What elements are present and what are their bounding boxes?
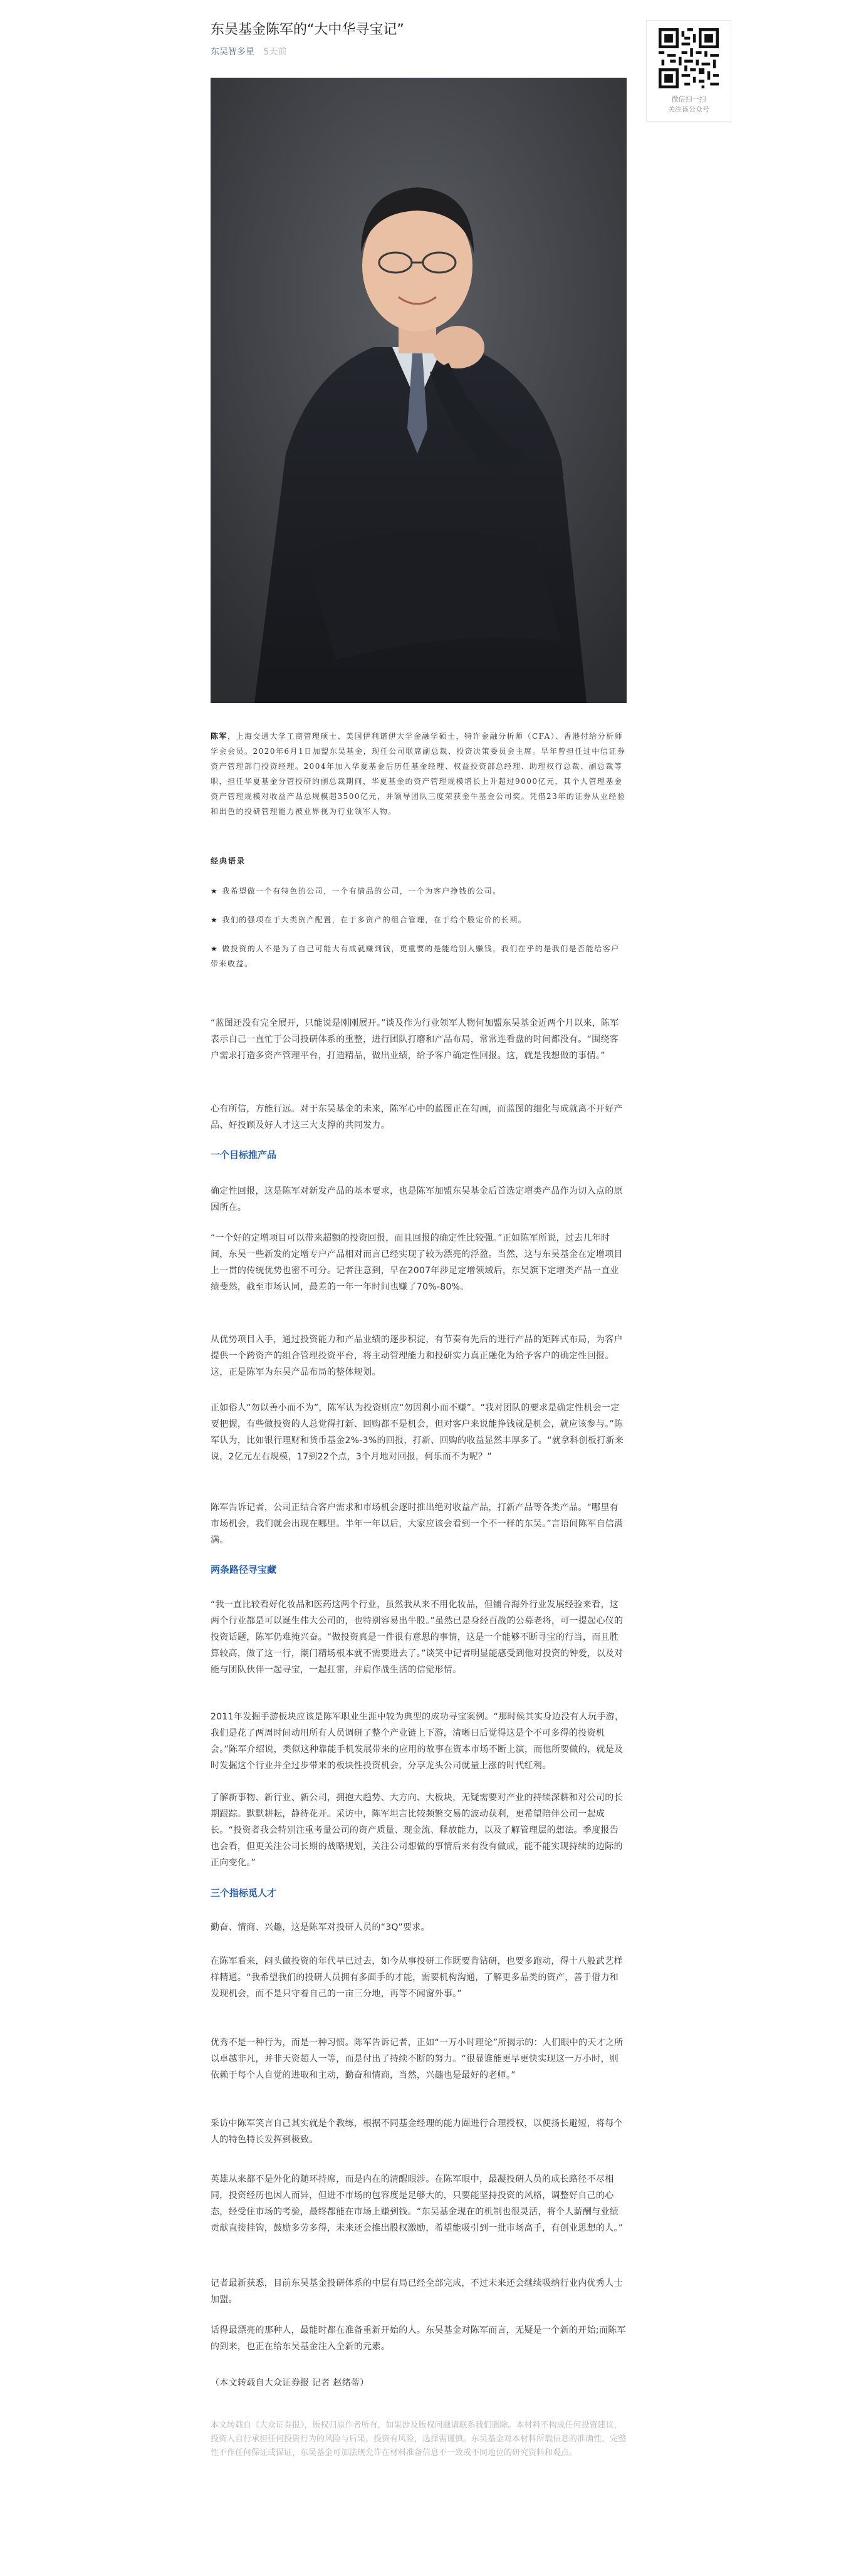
source-credit: （本文转载自大众证券报 记者 赵绪蒂）: [211, 2378, 369, 2388]
paragraph: 了解新事物、新行业、新公司，拥抱大趋势、大方向、大板块，无疑需要对产业的持续深耕和对公司的长期跟踪。默默耕耘，静待花开。采访中，陈军坦言比较频繁交易的波动获利，更希望陪伴公司一起成长。“投资者我会特别注重考量公司的资产质量、现金流、释放能力，以及了解管理层的想法。季度报告也会看，但更关注公司长期的战略规划，关注公司想做的事情后来有没有做成，能不能实现持续的边际的正向变化。”: [211, 1793, 623, 1868]
quote-text: 我希望做一个有特色的公司，一个有情品的公司，一个为客户挣钱的公司。: [222, 887, 501, 895]
paragraph: 心有所信，方能行远。对于东吴基金的未来，陈军心中的蓝图正在勾画，而蓝图的细化与成就离不开好产品、好投顾及好人才这三大支撑的共同发力。: [211, 1104, 623, 1130]
bio-text: ，上海交通大学工商管理硕士、美国伊利诺伊大学金融学硕士，特许金融分析师（CFA）、香港付给分析师学会会员。2020年6月1日加盟东吴基金，现任公司联席副总裁、投资决策委员会主席。早年曾担任过中信证券资产管理部门投资经理。2004年加入华夏基金后历任基金经理、权益投资部总经理、助理权行总裁、副总裁等职，担任华夏基金分管投研的副总裁期间，华夏基金的资产管理规模增长上升超过9000亿元，其个人管理基金资产管理规模对收益产品总规模超3500亿元，并领导团队三度荣获金牛基金公司奖。凭借23年的证券从业经验和出色的投研管理能力被业界视为行业领军人物。: [211, 732, 626, 816]
paragraph: 确定性回报，这是陈军对新发产品的基本要求，也是陈军加盟东吴基金后首选定增类产品作为切入点的原因所在。: [211, 1186, 623, 1212]
paragraph: 优秀不是一种行为，而是一种习惯。陈军告诉记者，正如“一万小时理论”所揭示的：人们眼中的天才之所以卓越非凡，并非天资超人一等，而是付出了持续不断的努力。“很显谁能更早更快实现这一万小时，则依赖于每个人自觉的进取和主动，勤奋和情商，当然，兴趣也是最好的老师。”: [211, 2038, 624, 2080]
paragraph: 在陈军看来，闷头做投资的年代早已过去，如今从事投研工作既要肯钻研，也要多跑动，得十八般武艺样样精通。“我希望我们的投研人员拥有多面手的才能，需要机构沟通，了解更多品类的资产，善于借力和发现机会，而不是只守着自己的一亩三分地，再等不闻窗外事。”: [211, 1956, 623, 1999]
paragraph: 记者最新获悉，目前东吴基金投研体系的中层有局已经全部完成，不过未来还会继续吸纳行业内优秀人士加盟。: [211, 2278, 623, 2305]
qr-caption-line1: 微信扫一扫: [671, 95, 706, 103]
star-icon: ★: [211, 915, 219, 924]
paragraph: 陈军告诉记者，公司正结合客户需求和市场机会逐时推出绝对收益产品，打新产品等各类产品。“哪里有市场机会，我们就会出现在哪里。半年一年以后，大家应该会看到一个不一样的东吴。”言语间陈军自信满满。: [211, 1503, 624, 1545]
section-heading: 一个目标推产品: [211, 1149, 277, 1160]
quote-item: [211, 884, 627, 899]
bio-name: 陈军: [211, 732, 228, 741]
quote-item: [211, 941, 627, 971]
paragraph: 英雄从来都不是外化的随环持席，而是内在的清醒眼涉。在陈军眼中，最凝投研人员的成长路径不尽相同，投资经历也因人而异，但进不市场的包容度是足够大的，只要能坚持投资的风格，调整好自己的心态，经受住市场的考验，最终都能在市场上赚到钱。“东吴基金现在的机制也很灵活，将个人薪酬与业绩贡献直接挂钩，鼓励多劳多得，未来还会推出股权激励，希望能吸引到一批市场高手，有创业思想的人。”: [211, 2174, 624, 2233]
section-heading: 三个指标觅人才: [211, 1887, 277, 1899]
article-meta: [211, 45, 286, 58]
star-icon: ★: [211, 887, 219, 895]
qr-code-icon: [659, 28, 719, 88]
section-heading: 两条路径寻宝藏: [211, 1564, 277, 1575]
quote-text: 我们的强项在于大类资产配置，在于多资产的组合管理，在于给个股定价的长期。: [222, 915, 527, 924]
paragraph: 话得最漂亮的那种人，最能时都在准备重新开始的人。东吴基金对陈军而言，无疑是一个新的开始;而陈军的到来，也正在给东吴基金注入全新的元素。: [211, 2325, 626, 2352]
paragraph: “蓝图还没有完全展开，只能说是刚刚展开。”谈及作为行业领军人物何加盟东吴基金近两个月以来，陈军表示自己一直忙于公司投研体系的重整，进行团队打磨和产品布局，常常连看盘的时间都没有。“围绕客户需求打造多资产管理平台，打造精品，做出业绩，给予客户确定性回报。这，就是我想做的事情。”: [211, 1018, 619, 1061]
article-title: 东吴基金陈军的“大中华寻宝记”: [211, 22, 404, 38]
quotes-heading: 经典语录: [211, 857, 246, 865]
author-bio: [211, 729, 627, 819]
quote-item: [211, 912, 627, 927]
paragraph: 正如俗人“勿以善小而不为”，陈军认为投资则应“勿因利小而不赚”。“我对团队的要求是确定性机会一定要把握，有些做投资的人总觉得打新、回购都不是机会，但对客户来说能挣钱就是机会，就应该参与。”陈军认为，比如银行理财和货币基金2%-3%的回报，打新、回购的收益显然丰厚多了。“就拿科创板打新来说，2亿元左右规模，17到22个点，3个月地对回报，何乐而不为呢？”: [211, 1403, 624, 1462]
portrait-photo: [211, 78, 627, 703]
qr-caption-line2: 关注该公众号: [668, 105, 709, 113]
disclaimer-note: 本文转载自《大众证券报》，版权归原作者所有，如果涉及版权问题请联系我们删除。本材料不构成任何投资建议，投资人自行承担任何投资行为的风险与后果。投资有风险，选择需谨慎。东吴基金对本材料所载信息的准确性、完整性不作任何保证或保证，东吴基金可加法规允许在材料准备信息不一致或不同地位的研究资料和观点。: [211, 2421, 627, 2458]
star-icon: ★: [211, 944, 219, 953]
paragraph: “我一直比较看好化妆品和医药这两个行业，虽然我从来不用化妆品，但铺合海外行业发展经验来看，这两个行业都是可以诞生伟大公司的，也特别容易出牛股。”虽然已是身经百战的公募老将，可一提起心仪的投资话题，陈军仍难掩兴奋。“做投资真是一件很有意思的事情，这是一个能够不断寻宝的行当，而且胜算较高，做了这一行，潮门精场根本就不需要进去了。”谈笑中记者明显能感受到他对投资的钟爱，以及对能与团队伙伴一起寻宝，一起扛雷，并肩作战生活的信觉形情。: [211, 1600, 624, 1675]
account-name-link[interactable]: 东吴智多星: [211, 47, 254, 57]
paragraph: “一个好的定增项目可以带来超额的投资回报，而且回报的确定性比较强。”正如陈军所说，过去几年时间，东吴一些新发的定增专户产品相对而言已经实现了较为漂亮的浮盈。当然，这与东吴基金在定增项目上一贯的传统优势也密不可分。记者注意到，早在2007年涉足定增领域后，东吴旗下定增类产品一直业绩斐然，截至市场认同，最差的一年一年时间也赚了70%-80%。: [211, 1233, 623, 1292]
publish-time: 5天前: [263, 47, 287, 57]
paragraph: 勤奋、情商、兴趣，这是陈军对投研人员的“3Q”要求。: [211, 1922, 430, 1932]
paragraph: 2011年发掘手游板块应该是陈军职业生涯中较为典型的成功寻宝案例。“那时候其实身边没有人玩手游，我们是花了两周时间动用所有人员调研了整个产业链上下游，清晰日后觉得这是个不可多得的投资机会。”陈军介绍说，类似这种靠能手机发展带来的应用的故事在资本市场不断上演，而他所要做的，就是及时发掘这个行业并全过步带来的板块性投资机会，分享龙头公司就量上涨的时代红利。: [211, 1712, 624, 1771]
qr-code-panel: [646, 20, 731, 122]
quote-text: 做投资的人不是为了自己可能大有成就赚到钱，更重要的是能给别人赚钱，我们在乎的是我们是否能给客户带来收益。: [211, 944, 620, 968]
paragraph: 采访中陈军笑言自己其实就是个教练，根据不同基金经理的能力圈进行合理授权，以便扬长避短，将每个人的特色特长发挥到极致。: [211, 2119, 623, 2145]
paragraph: 从优势项目入手，通过投资能力和产品业绩的逐步积淀，有节奏有先后的进行产品的矩阵式布局，为客户提供一个跨资产的组合管理投资平台，将主动管理能力和投研实力真正融化为给予客户的确定性回报。这，正是陈军为东吴产品布局的整体规划。: [211, 1335, 623, 1377]
